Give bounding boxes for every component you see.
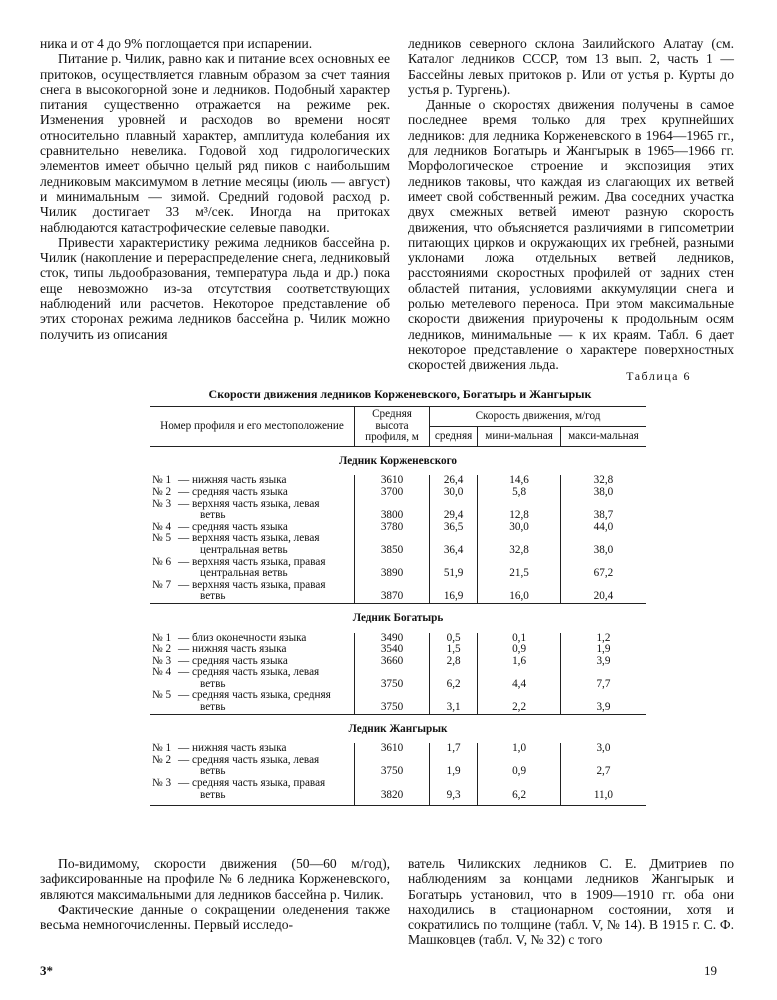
header-speed: Скорость движения, м/год [430,407,647,427]
min-speed-cell: 0,9 [478,755,561,778]
avg-speed-cell: 1,7 [430,743,478,755]
profile-number: № 1 [152,474,172,487]
paragraph: Питание р. Чилик, равно как и питание всех основных ее притоков, осуществляется главным образом за счет таяния снега в высокогорной зоне и ледников. Подобный характер питания существенно отражается на режиме рек. Изменения уровней и расходов во времени носят относительно плавный характер, амплитуда колебания их сравнительно невелика. Годовой ход гидрологических элементов имеет обычно целый ряд пиков с наибольшим ледниковым максимумом в летние месяцы (июль — август) и минимальным — зимой. Средний годовой расход р. Чилик достигает 33 м³/сек. Иногда на притоках наблюдаются катастрофические селевые паводки. [40,51,390,235]
profile-location: — средняя часть языка [178,654,288,667]
text-column-left-top [40,36,390,342]
table-number: Таблица 6 [626,369,691,383]
glacier-section-row [150,714,646,743]
text-column-left-bottom [40,856,390,932]
profile-line [152,474,286,486]
profile-line [152,579,325,591]
profile-location-cont: центральная ветвь [200,567,288,580]
max-speed-cell: 32,8 [560,475,646,487]
avg-speed-cell: 1,9 [430,755,478,778]
height-cell: 3540 [355,644,430,656]
profile-location-cell [150,499,355,522]
table-row [150,778,646,806]
glacier-section-row [150,446,646,475]
max-speed-cell: 1,2 [560,633,646,645]
profile-location-cont: ветвь [200,788,226,801]
paragraph: По-видимому, скорости движения (50—60 м/год), зафиксированные на профиле № 6 ледника Корженевского, являются максимальными для ледников бассейна р. Чилик. [40,856,390,902]
height-cell: 3780 [355,522,430,534]
height-cell: 3800 [355,499,430,522]
profile-number: № 1 [152,631,172,644]
height-cell: 3750 [355,667,430,690]
avg-speed-cell: 1,5 [430,644,478,656]
min-speed-cell: 0,1 [478,633,561,645]
profile-line [152,666,319,678]
glacier-name: Ледник Корженевского [338,454,457,467]
profile-number: № 2 [152,753,172,766]
max-speed-cell: 7,7 [560,667,646,690]
profile-number: № 7 [152,578,172,591]
header-min: мини-мальная [478,426,561,446]
profile-line [152,742,286,754]
max-speed-cell: 38,7 [560,499,646,522]
profile-location-cell [150,755,355,778]
max-speed-cell: 11,0 [560,778,646,806]
profile-location: — близ оконечности языка [178,631,307,644]
profile-location-cont: ветвь [200,701,226,714]
height-cell: 3660 [355,656,430,668]
avg-speed-cell: 29,4 [430,499,478,522]
profile-line [152,556,325,568]
avg-speed-cell: 36,5 [430,522,478,534]
min-speed-cell: 21,5 [478,557,561,580]
min-speed-cell: 30,0 [478,522,561,534]
profile-location: — средняя часть языка [178,485,288,498]
page-number: 19 [704,963,717,978]
profile-line [152,655,288,667]
avg-speed-cell: 6,2 [430,667,478,690]
glacier-name: Ледник Жангырык [150,714,646,743]
profile-location: — нижняя часть языка [178,742,287,755]
profile-number: № 4 [152,666,172,679]
profile-number: № 2 [152,643,172,656]
avg-speed-cell: 2,8 [430,656,478,668]
profile-number: № 2 [152,485,172,498]
height-cell: 3700 [355,487,430,499]
profile-location-cont: ветвь [200,509,226,522]
profile-location: — нижняя часть языка [178,643,287,656]
profile-number: № 3 [152,654,172,667]
profile-line [152,532,319,544]
min-speed-cell: 32,8 [478,533,561,556]
profile-location: — верхняя часть языка, правая [178,555,326,568]
profile-number: № 4 [152,520,172,533]
profile-number: № 5 [152,689,172,702]
profile-number: № 6 [152,555,172,568]
glacier-section-row [150,603,646,632]
table-row [150,667,646,690]
profile-location-cell [150,778,355,806]
profile-location-cont: ветвь [200,677,226,690]
height-cell: 3610 [355,475,430,487]
profile-line [152,689,331,701]
min-speed-cell: 16,0 [478,580,561,604]
profile-line [152,754,319,766]
profile-location: — средняя часть языка, средняя [178,689,331,702]
paragraph: Фактические данные о сокращении оледенения также весьма немногочисленны. Первый исследо- [40,901,390,933]
profile-line [152,632,306,644]
max-speed-cell: 3,9 [560,656,646,668]
max-speed-cell: 1,9 [560,644,646,656]
profile-location: — верхняя часть языка, левая [178,532,320,545]
profile-location: — нижняя часть языка [178,474,287,487]
max-speed-cell: 20,4 [560,580,646,604]
profile-line [152,643,286,655]
max-speed-cell: 3,0 [560,743,646,755]
table-row [150,580,646,604]
header-profile: Номер профиля и его местоположение [150,407,355,447]
profile-line [152,777,325,789]
profile-location: — средняя часть языка, левая [178,666,320,679]
height-cell: 3820 [355,778,430,806]
max-speed-cell: 2,7 [560,755,646,778]
profile-number: № 5 [152,532,172,545]
height-cell: 3490 [355,633,430,645]
profile-location-cont: ветвь [200,765,226,778]
min-speed-cell: 5,8 [478,487,561,499]
profile-location-cont: ветвь [200,590,226,603]
min-speed-cell: 2,2 [478,690,561,714]
profile-location: — средняя часть языка, левая [178,753,320,766]
paragraph: Привести характеристику режима ледников бассейна р. Чилик (накопление и перераспределение снега, ледниковый сток, типы льдообразования, температура льда и др.) пока еще невозможно из-за отсутствия соответствующих наблюдений или расчетов. Некоторое представление об этих сторонах режима ледников бассейна р. Чилик можно получить из описания [40,234,390,342]
text-column-right-bottom [408,856,734,948]
header-height: Средняя высота профиля, м [355,407,430,447]
table-row [150,557,646,580]
profile-location: — средняя часть языка, правая [178,777,326,790]
header-avg: средняя [430,426,478,446]
header-max: макси-мальная [560,426,646,446]
max-speed-cell: 38,0 [560,487,646,499]
profile-location-cell [150,580,355,604]
max-speed-cell: 38,0 [560,533,646,556]
profile-location-cont: центральная ветвь [200,543,288,556]
table-body [150,446,646,805]
min-speed-cell: 4,4 [478,667,561,690]
max-speed-cell: 67,2 [560,557,646,580]
height-cell: 3850 [355,533,430,556]
min-speed-cell: 14,6 [478,475,561,487]
avg-speed-cell: 51,9 [430,557,478,580]
glacier-name: Ледник Богатырь [150,603,646,632]
height-cell: 3750 [355,690,430,714]
min-speed-cell: 1,0 [478,743,561,755]
profile-line [152,498,319,510]
table-row [150,755,646,778]
table-row [150,499,646,522]
table-title: Скорости движения ледников Корженевского, Богатырь и Жангырык [208,387,592,401]
printer-signature: 3* [40,963,53,978]
height-cell: 3870 [355,580,430,604]
height-cell: 3610 [355,743,430,755]
profile-line [152,486,288,498]
table-row [150,533,646,556]
min-speed-cell: 12,8 [478,499,561,522]
max-speed-cell: 3,9 [560,690,646,714]
avg-speed-cell: 26,4 [430,475,478,487]
min-speed-cell: 6,2 [478,778,561,806]
profile-number: № 3 [152,497,172,510]
profile-location-cell [150,533,355,556]
glacier-speed-table [150,406,646,806]
profile-location-cell [150,667,355,690]
avg-speed-cell: 3,1 [430,690,478,714]
profile-location: — верхняя часть языка, левая [178,497,320,510]
profile-number: № 3 [152,777,172,790]
avg-speed-cell: 0,5 [430,633,478,645]
avg-speed-cell: 36,4 [430,533,478,556]
profile-location-cell [150,690,355,714]
profile-location: — средняя часть языка [178,520,288,533]
height-cell: 3890 [355,557,430,580]
text-column-right-top [408,36,734,373]
table-row [150,690,646,714]
paragraph: ватель Чиликских ледников С. Е. Дмитриев по наблюдениям за концами ледников Жангырык и Богатырь установил, что в 1909—1910 гг. оба они находились в стационарном состоянии, хотя и сократились по толщине (табл. V, № 14). В 1915 г. С. Ф. Машковцев (табл. V, № 32) с того [408,856,734,948]
max-speed-cell: 44,0 [560,522,646,534]
paragraph: Данные о скоростях движения получены в самое последнее время только для трех крупнейших ледников: для ледника Корженевского в 1964—1965 гг., для ледников Богатырь и Жангырык в 1965—1966 гг. Морфологическое строение и экспозиция этих ледников таковы, что каждая из слагающих их ветвей имеет свой собственный режим. Два соседних участка двух смежных ветвей имеют разную скорость движения, что объясняется различиями в гипсометрии питающих цирков и окружающих их гребней, разными уклонами ложа отдельных ветвей ледников, расстояниями скоростных профилей от задних стен областей питания, условиями аккумуляции снега и ролью метелевого переноса. При этом максимальные скорости движения приурочены к продольным осям ледников, минимальные — к их краям. Табл. 6 дает некоторое представление о характере поверхностных скоростей движения льда. [408,97,734,373]
profile-location: — верхняя часть языка, правая [178,578,326,591]
paragraph: ледников северного склона Заилийского Алатау (см. Каталог ледников СССР, том 13 вып. 2, часть 1 — Бассейны левых притоков р. Или от устья р. Курты до устья р. Тургень). [408,36,734,97]
profile-number: № 1 [152,742,172,755]
avg-speed-cell: 9,3 [430,778,478,806]
avg-speed-cell: 16,9 [430,580,478,604]
profile-line [152,521,288,533]
height-cell: 3750 [355,755,430,778]
min-speed-cell: 0,9 [478,644,561,656]
paragraph: ника и от 4 до 9% поглощается при испарении. [40,36,313,51]
avg-speed-cell: 30,0 [430,487,478,499]
profile-location-cell [150,557,355,580]
min-speed-cell: 1,6 [478,656,561,668]
